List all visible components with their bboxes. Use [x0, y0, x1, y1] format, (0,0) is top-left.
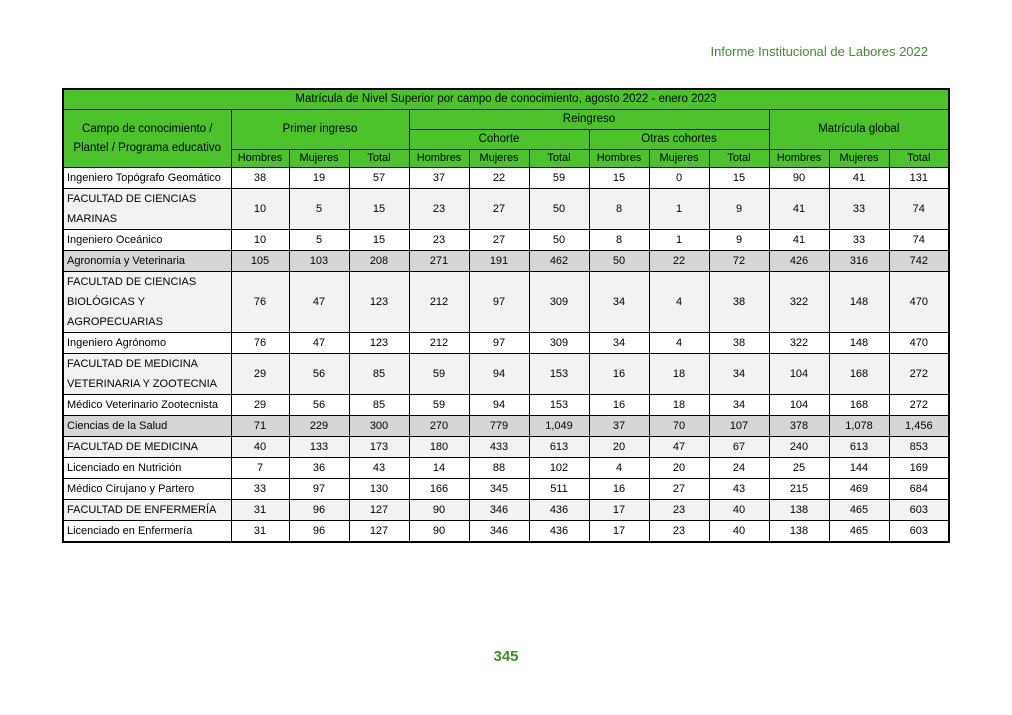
value-cell: 104: [769, 395, 829, 416]
value-cell: 779: [469, 416, 529, 437]
value-cell: 36: [289, 458, 349, 479]
value-cell: 300: [349, 416, 409, 437]
value-cell: 4: [589, 458, 649, 479]
row-label: FACULTAD DE MEDICINA VETERINARIA Y ZOOTECNIA: [63, 354, 231, 395]
table-row: [63, 416, 949, 437]
table-row: [63, 354, 949, 395]
value-cell: 47: [649, 437, 709, 458]
value-cell: 103: [289, 251, 349, 272]
value-cell: 19: [289, 168, 349, 189]
value-cell: 85: [349, 354, 409, 395]
row-label: FACULTAD DE CIENCIAS BIOLÓGICAS Y AGROPECUARIAS: [63, 272, 231, 333]
value-cell: 153: [529, 395, 589, 416]
value-cell: 613: [529, 437, 589, 458]
value-cell: 16: [589, 479, 649, 500]
report-header-text: Informe Institucional de Labores 2022: [710, 44, 928, 59]
value-cell: 40: [709, 500, 769, 521]
value-cell: 34: [709, 354, 769, 395]
value-cell: 38: [231, 168, 289, 189]
value-cell: 23: [649, 521, 709, 543]
value-cell: 43: [709, 479, 769, 500]
column-group-otras-cohortes: Otras cohortes: [589, 130, 769, 150]
value-cell: 8: [589, 230, 649, 251]
value-cell: 38: [709, 333, 769, 354]
value-cell: 123: [349, 272, 409, 333]
value-cell: 1: [649, 189, 709, 230]
value-cell: 90: [409, 500, 469, 521]
value-cell: 0: [649, 168, 709, 189]
value-cell: 131: [889, 168, 949, 189]
value-cell: 433: [469, 437, 529, 458]
value-cell: 41: [829, 168, 889, 189]
value-cell: 138: [769, 500, 829, 521]
value-cell: 10: [231, 189, 289, 230]
value-cell: 57: [349, 168, 409, 189]
subheader-total: Total: [349, 150, 409, 168]
table-row: [63, 168, 949, 189]
value-cell: 4: [649, 272, 709, 333]
value-cell: 29: [231, 354, 289, 395]
value-cell: 1,078: [829, 416, 889, 437]
value-cell: 10: [231, 230, 289, 251]
value-cell: 76: [231, 272, 289, 333]
subheader-hombres: Hombres: [231, 150, 289, 168]
value-cell: 40: [231, 437, 289, 458]
value-cell: 47: [289, 272, 349, 333]
column-header-campo-conocimiento: Campo de conocimiento / Plantel / Programa educativo: [63, 110, 231, 168]
value-cell: 23: [649, 500, 709, 521]
value-cell: 15: [349, 189, 409, 230]
value-cell: 22: [469, 168, 529, 189]
value-cell: 166: [409, 479, 469, 500]
value-cell: 316: [829, 251, 889, 272]
subheader-mujeres: Mujeres: [289, 150, 349, 168]
row-label: FACULTAD DE ENFERMERÍA: [63, 500, 231, 521]
value-cell: 1,049: [529, 416, 589, 437]
value-cell: 90: [409, 521, 469, 543]
value-cell: 470: [889, 272, 949, 333]
value-cell: 43: [349, 458, 409, 479]
value-cell: 270: [409, 416, 469, 437]
value-cell: 346: [469, 500, 529, 521]
table-row: [63, 395, 949, 416]
subheader-hombres: Hombres: [589, 150, 649, 168]
value-cell: 603: [889, 500, 949, 521]
value-cell: 9: [709, 230, 769, 251]
value-cell: 25: [769, 458, 829, 479]
row-label: Licenciado en Nutrición: [63, 458, 231, 479]
value-cell: 511: [529, 479, 589, 500]
value-cell: 70: [649, 416, 709, 437]
value-cell: 153: [529, 354, 589, 395]
value-cell: 50: [529, 230, 589, 251]
row-label: Médico Cirujano y Partero: [63, 479, 231, 500]
value-cell: 18: [649, 354, 709, 395]
value-cell: 168: [829, 395, 889, 416]
row-label: Médico Veterinario Zootecnista: [63, 395, 231, 416]
column-group-primer-ingreso: Primer ingreso: [231, 110, 409, 150]
value-cell: 27: [469, 189, 529, 230]
value-cell: 97: [469, 272, 529, 333]
table-title: Matrícula de Nivel Superior por campo de conocimiento, agosto 2022 - enero 2023: [63, 89, 949, 110]
subheader-mujeres: Mujeres: [649, 150, 709, 168]
value-cell: 102: [529, 458, 589, 479]
value-cell: 309: [529, 333, 589, 354]
value-cell: 18: [649, 395, 709, 416]
value-cell: 309: [529, 272, 589, 333]
value-cell: 470: [889, 333, 949, 354]
value-cell: 148: [829, 333, 889, 354]
value-cell: 15: [349, 230, 409, 251]
value-cell: 74: [889, 230, 949, 251]
value-cell: 346: [469, 521, 529, 543]
table-row: [63, 521, 949, 543]
value-cell: 41: [769, 189, 829, 230]
value-cell: 38: [709, 272, 769, 333]
value-cell: 212: [409, 333, 469, 354]
table-row: [63, 458, 949, 479]
value-cell: 72: [709, 251, 769, 272]
value-cell: 469: [829, 479, 889, 500]
table-row: [63, 251, 949, 272]
value-cell: 34: [589, 333, 649, 354]
row-label: Ciencias de la Salud: [63, 416, 231, 437]
subheader-hombres: Hombres: [409, 150, 469, 168]
table-row: [63, 333, 949, 354]
value-cell: 50: [529, 189, 589, 230]
value-cell: 76: [231, 333, 289, 354]
value-cell: 436: [529, 500, 589, 521]
value-cell: 465: [829, 500, 889, 521]
value-cell: 104: [769, 354, 829, 395]
value-cell: 22: [649, 251, 709, 272]
value-cell: 5: [289, 189, 349, 230]
table-row: [63, 272, 949, 333]
value-cell: 138: [769, 521, 829, 543]
value-cell: 90: [769, 168, 829, 189]
subheader-hombres: Hombres: [769, 150, 829, 168]
value-cell: 97: [289, 479, 349, 500]
value-cell: 322: [769, 272, 829, 333]
value-cell: 212: [409, 272, 469, 333]
value-cell: 27: [649, 479, 709, 500]
value-cell: 229: [289, 416, 349, 437]
enrollment-table: [62, 88, 950, 543]
value-cell: 105: [231, 251, 289, 272]
value-cell: 173: [349, 437, 409, 458]
value-cell: 23: [409, 189, 469, 230]
value-cell: 33: [829, 230, 889, 251]
table-row: [63, 479, 949, 500]
value-cell: 88: [469, 458, 529, 479]
value-cell: 33: [829, 189, 889, 230]
value-cell: 603: [889, 521, 949, 543]
value-cell: 20: [649, 458, 709, 479]
subheader-mujeres: Mujeres: [469, 150, 529, 168]
value-cell: 41: [769, 230, 829, 251]
value-cell: 74: [889, 189, 949, 230]
value-cell: 37: [589, 416, 649, 437]
value-cell: 191: [469, 251, 529, 272]
value-cell: 169: [889, 458, 949, 479]
value-cell: 40: [709, 521, 769, 543]
row-label: FACULTAD DE MEDICINA: [63, 437, 231, 458]
value-cell: 24: [709, 458, 769, 479]
value-cell: 59: [409, 354, 469, 395]
value-cell: 465: [829, 521, 889, 543]
value-cell: 33: [231, 479, 289, 500]
table-row: [63, 500, 949, 521]
table-row: [63, 230, 949, 251]
value-cell: 50: [589, 251, 649, 272]
value-cell: 742: [889, 251, 949, 272]
value-cell: 168: [829, 354, 889, 395]
value-cell: 9: [709, 189, 769, 230]
subheader-total: Total: [529, 150, 589, 168]
value-cell: 47: [289, 333, 349, 354]
value-cell: 20: [589, 437, 649, 458]
value-cell: 378: [769, 416, 829, 437]
value-cell: 426: [769, 251, 829, 272]
value-cell: 322: [769, 333, 829, 354]
value-cell: 96: [289, 521, 349, 543]
value-cell: 71: [231, 416, 289, 437]
page-number: 345: [493, 648, 519, 665]
value-cell: 94: [469, 395, 529, 416]
value-cell: 4: [649, 333, 709, 354]
value-cell: 684: [889, 479, 949, 500]
value-cell: 127: [349, 521, 409, 543]
value-cell: 853: [889, 437, 949, 458]
value-cell: 1: [649, 230, 709, 251]
value-cell: 15: [709, 168, 769, 189]
column-group-cohorte: Cohorte: [409, 130, 589, 150]
value-cell: 59: [529, 168, 589, 189]
column-group-matricula-global: Matrícula global: [769, 110, 949, 150]
value-cell: 107: [709, 416, 769, 437]
value-cell: 16: [589, 354, 649, 395]
value-cell: 144: [829, 458, 889, 479]
value-cell: 34: [709, 395, 769, 416]
value-cell: 180: [409, 437, 469, 458]
value-cell: 123: [349, 333, 409, 354]
value-cell: 272: [889, 395, 949, 416]
value-cell: 16: [589, 395, 649, 416]
value-cell: 67: [709, 437, 769, 458]
value-cell: 56: [289, 354, 349, 395]
value-cell: 29: [231, 395, 289, 416]
value-cell: 436: [529, 521, 589, 543]
value-cell: 271: [409, 251, 469, 272]
value-cell: 27: [469, 230, 529, 251]
row-label: FACULTAD DE CIENCIAS MARINAS: [63, 189, 231, 230]
value-cell: 127: [349, 500, 409, 521]
table-row: [63, 437, 949, 458]
value-cell: 97: [469, 333, 529, 354]
value-cell: 94: [469, 354, 529, 395]
value-cell: 31: [231, 500, 289, 521]
row-label: Ingeniero Oceánico: [63, 230, 231, 251]
value-cell: 462: [529, 251, 589, 272]
value-cell: 31: [231, 521, 289, 543]
value-cell: 240: [769, 437, 829, 458]
value-cell: 148: [829, 272, 889, 333]
value-cell: 23: [409, 230, 469, 251]
value-cell: 208: [349, 251, 409, 272]
value-cell: 133: [289, 437, 349, 458]
subheader-total: Total: [709, 150, 769, 168]
value-cell: 613: [829, 437, 889, 458]
table-row: [63, 189, 949, 230]
value-cell: 15: [589, 168, 649, 189]
value-cell: 272: [889, 354, 949, 395]
value-cell: 1,456: [889, 416, 949, 437]
value-cell: 17: [589, 521, 649, 543]
value-cell: 8: [589, 189, 649, 230]
value-cell: 34: [589, 272, 649, 333]
value-cell: 37: [409, 168, 469, 189]
subheader-total: Total: [889, 150, 949, 168]
column-group-reingreso: Reingreso: [409, 110, 769, 130]
value-cell: 17: [589, 500, 649, 521]
value-cell: 59: [409, 395, 469, 416]
value-cell: 345: [469, 479, 529, 500]
header-group-row-1: [63, 110, 949, 130]
row-label: Ingeniero Agrónomo: [63, 333, 231, 354]
value-cell: 5: [289, 230, 349, 251]
value-cell: 215: [769, 479, 829, 500]
value-cell: 56: [289, 395, 349, 416]
row-label: Ingeniero Topógrafo Geomático: [63, 168, 231, 189]
subheader-mujeres: Mujeres: [829, 150, 889, 168]
table-title-row: [63, 89, 949, 110]
value-cell: 85: [349, 395, 409, 416]
value-cell: 96: [289, 500, 349, 521]
row-label: Agronomía y Veterinaria: [63, 251, 231, 272]
value-cell: 7: [231, 458, 289, 479]
value-cell: 14: [409, 458, 469, 479]
value-cell: 130: [349, 479, 409, 500]
row-label: Licenciado en Enfermería: [63, 521, 231, 543]
table-body: [63, 168, 949, 543]
